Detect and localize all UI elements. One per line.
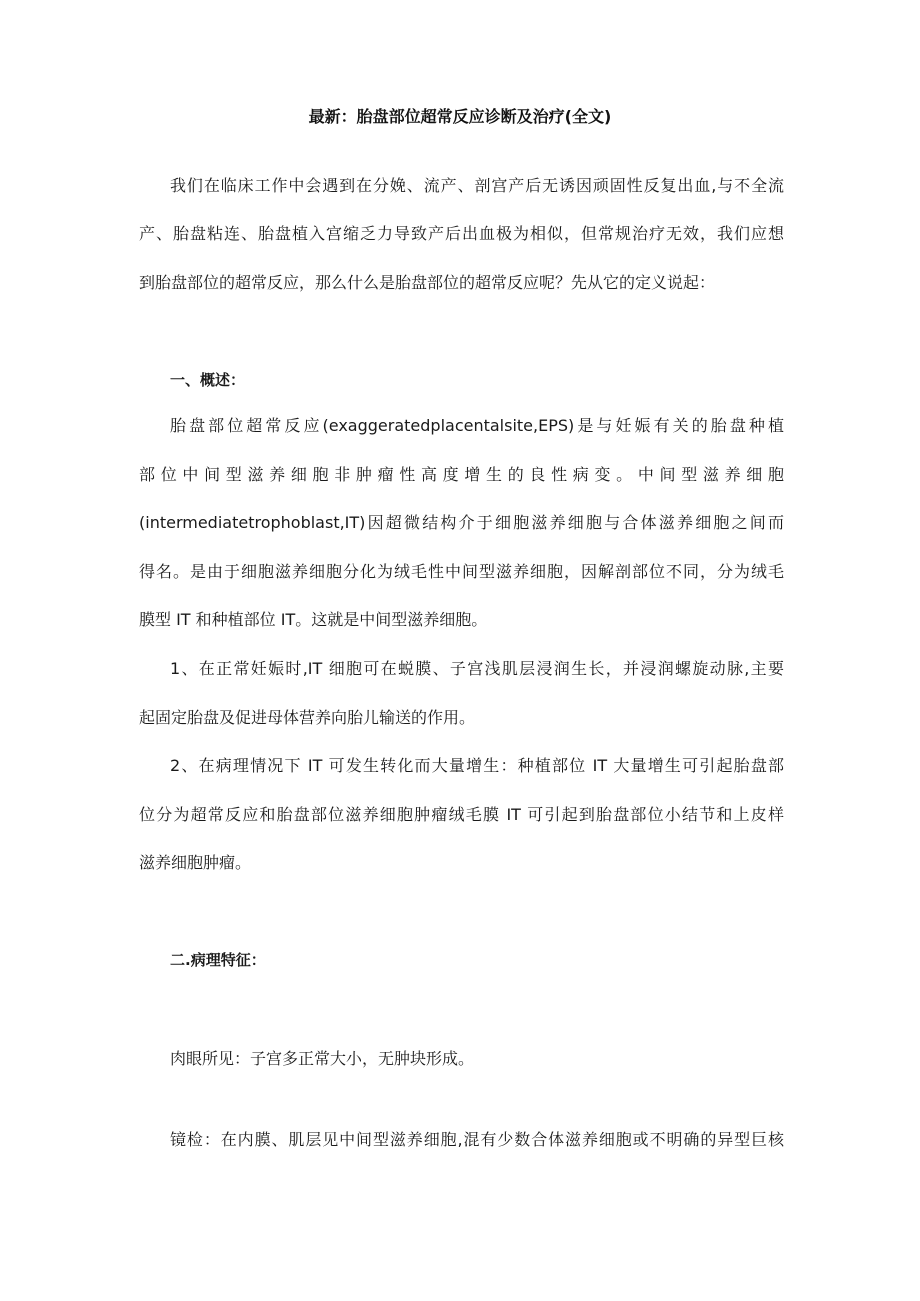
item-1-line-2: 起固定胎盘及促进母体营养向胎儿输送的作用。: [139, 708, 476, 727]
item-1-line-1: 1、在正常妊娠时,IT 细胞可在蜕膜、子宫浅肌层浸润生长，并浸润螺旋动脉,主要: [170, 659, 784, 678]
intro-line-1: 我们在临床工作中会遇到在分娩、流产、剖宫产后无诱因顽固性反复出血,与不全流: [170, 176, 784, 195]
gross-findings: 肉眼所见：子宫多正常大小，无肿块形成。: [170, 1049, 475, 1068]
section-heading-overview: 一、概述：: [170, 371, 246, 389]
section-heading-pathology: 二.病理特征：: [170, 951, 266, 969]
overview-line-5: 膜型 IT 和种植部位 IT。这就是中间型滋养细胞。: [139, 610, 488, 629]
overview-line-3: (intermediatetrophoblast,IT)因超微结构介于细胞滋养细胞与合体滋养细胞之间而: [139, 513, 784, 532]
item-2-line-1: 2、在病理情况下 IT 可发生转化而大量增生：种植部位 IT 大量增生可引起胎盘部: [170, 756, 784, 775]
microscopic-findings: 镜检：在内膜、肌层见中间型滋养细胞,混有少数合体滋养细胞或不明确的异型巨核: [170, 1130, 784, 1149]
intro-line-2: 产、胎盘粘连、胎盘植入宫缩乏力导致产后出血极为相似，但常规治疗无效，我们应想: [139, 224, 784, 243]
overview-line-4: 得名。是由于细胞滋养细胞分化为绒毛性中间型滋养细胞，因解剖部位不同，分为绒毛: [139, 562, 784, 581]
item-2-line-2: 位分为超常反应和胎盘部位滋养细胞肿瘤绒毛膜 IT 可引起到胎盘部位小结节和上皮样: [139, 805, 784, 824]
page-title: 最新：胎盘部位超常反应诊断及治疗(全文): [308, 107, 612, 126]
intro-line-3: 到胎盘部位的超常反应，那么什么是胎盘部位的超常反应呢？先从它的定义说起：: [139, 273, 716, 292]
overview-line-2: 部位中间型滋养细胞非肿瘤性高度增生的良性病变。中间型滋养细胞: [139, 465, 784, 484]
overview-line-1: 胎盘部位超常反应(exaggeratedplacentalsite,EPS)是与妊娠有关的胎盘种植: [170, 416, 784, 435]
item-2-line-3: 滋养细胞肿瘤。: [139, 853, 252, 872]
